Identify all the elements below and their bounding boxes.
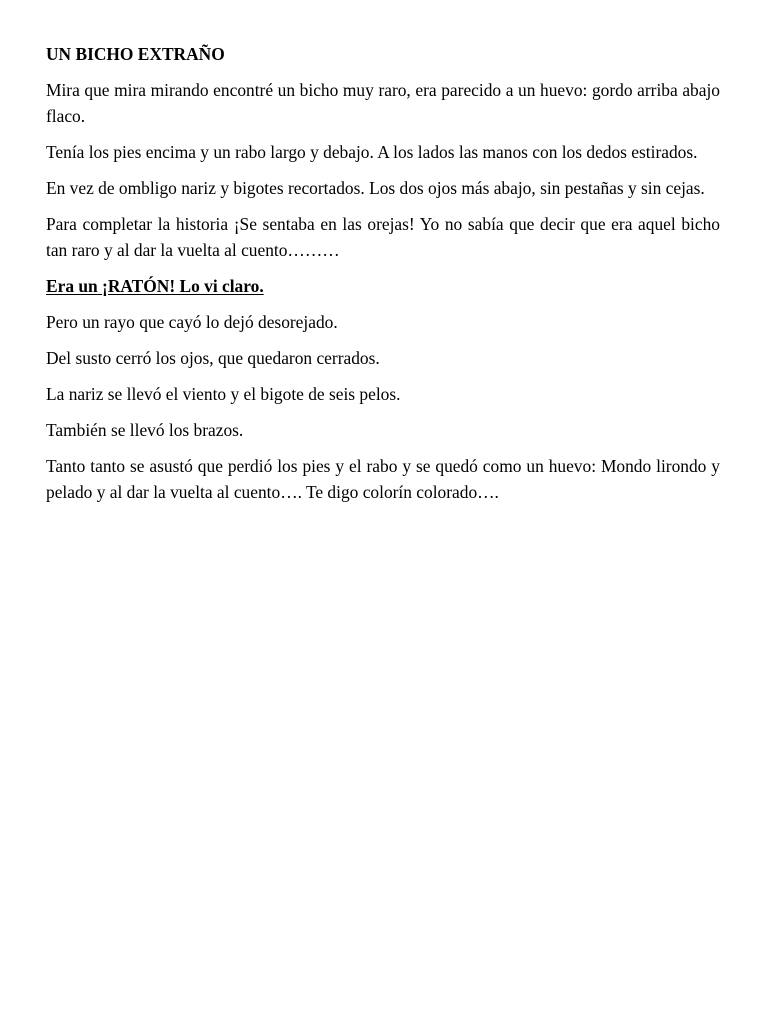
paragraph-4: Para completar la historia ¡Se sentaba en las orejas! Yo no sabía que decir que era aquel bicho tan raro y al dar la vuelta al cuento……… xyxy=(46,214,720,260)
paragraph-3: En vez de ombligo nariz y bigotes recortados. Los dos ojos más abajo, sin pestañas y sin cejas. xyxy=(46,178,705,198)
document-page xyxy=(46,41,720,515)
paragraph-1: Mira que mira mirando encontré un bicho muy raro, era parecido a un huevo: gordo arriba abajo flaco. xyxy=(46,80,720,126)
document-title: UN BICHO EXTRAÑO xyxy=(46,44,225,64)
highlight-line xyxy=(46,273,720,299)
paragraph-7: Del susto cerró los ojos, que quedaron cerrados. xyxy=(46,348,380,368)
paragraph-6: Pero un rayo que cayó lo dejó desorejado. xyxy=(46,312,338,332)
paragraph-2: Tenía los pies encima y un rabo largo y debajo. A los lados las manos con los dedos estirados. xyxy=(46,142,698,162)
paragraph-10: Tanto tanto se asustó que perdió los pies y el rabo y se quedó como un huevo: Mondo lirondo y pelado y al dar la vuelta al cuento…. Te digo colorín colorado…. xyxy=(46,456,720,502)
highlight-text: Era un ¡RATÓN! Lo vi claro. xyxy=(46,276,264,296)
paragraph-8: La nariz se llevó el viento y el bigote de seis pelos. xyxy=(46,384,401,404)
paragraph-9: También se llevó los brazos. xyxy=(46,420,244,440)
